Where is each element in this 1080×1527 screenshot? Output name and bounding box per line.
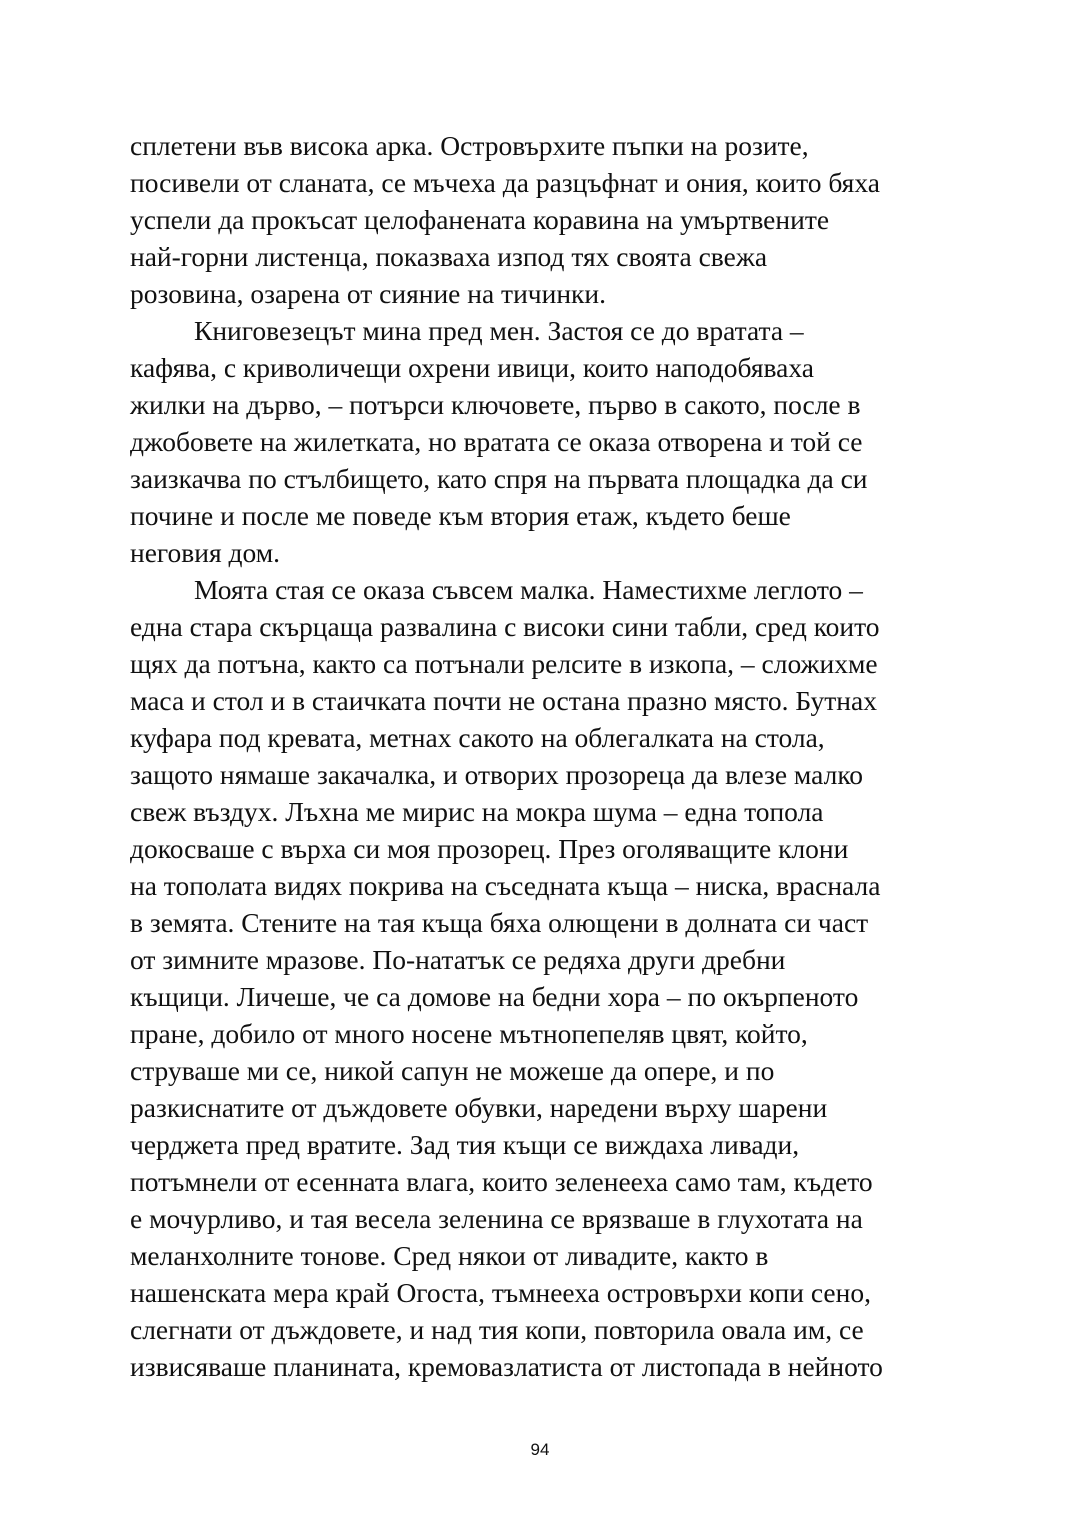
text-line: посивели от сланата, се мъчеха да разцъфнат и ония, които бяха [130, 167, 880, 198]
text-line: щях да потъна, както са потънали релсите в изкопа, – сложихме [130, 648, 878, 679]
text-line: неговия дом. [130, 537, 280, 568]
text-line: от зимните мразове. По-нататък се редяха други дребни [130, 944, 786, 975]
text-line: розовина, озарена от сияние на тичинки. [130, 278, 607, 309]
text-line: извисяваше планината, кремовазлатиста от листопада в нейното [130, 1351, 883, 1382]
text-line: куфара под кревата, метнах сакото на облегалката на стола, [130, 722, 825, 753]
text-line: на тополата видях покрива на съседната къща – ниска, враснала [130, 870, 881, 901]
text-line: сплетени във висока арка. Островърхите пъпки на розите, [130, 130, 809, 161]
text-line: в земята. Стените на тая къща бяха олющени в долната си част [130, 907, 869, 938]
body-text [130, 127, 955, 1385]
paragraph-start-line: Книговезецът мина пред мен. Застоя се до вратата – [194, 315, 804, 346]
text-line: разкиснатите от дъждовете обувки, наредени върху шарени [130, 1092, 828, 1123]
text-line: жилки на дърво, – потърси ключовете, първо в сакото, после в [130, 389, 861, 420]
text-line: заизкачва по стълбището, като спря на първата площадка да си [130, 463, 868, 494]
text-line: най-горни листенца, показваха изпод тях своята свежа [130, 241, 768, 272]
text-line: една стара скърцаща развалина с високи сини табли, сред които [130, 611, 880, 642]
text-line: маса и стол и в стаичката почти не остана празно място. Бутнах [130, 685, 877, 716]
text-line: пране, добило от много носене мътнопепеляв цвят, който, [130, 1018, 808, 1049]
text-line: докосваше с върха си моя прозорец. През оголяващите клони [130, 833, 849, 864]
text-line: джобовете на жилетката, но вратата се оказа отворена и той се [130, 426, 863, 457]
text-line: е мочурливо, и тая весела зеленина се врязваше в глухотата на [130, 1203, 863, 1234]
text-line: успели да прокъсат целофанената коравина на умъртвените [130, 204, 830, 235]
text-line: свеж въздух. Лъхна ме мирис на мокра шума – една топола [130, 796, 824, 827]
text-line: нашенската мера край Огоста, тъмнееха островърхи копи сено, [130, 1277, 871, 1308]
text-line: кафява, с криволичещи охрени ивици, които наподобяваха [130, 352, 814, 383]
text-line: потъмнели от есенната влага, които зеленееха само там, където [130, 1166, 873, 1197]
text-line: къщици. Личеше, че са домове на бедни хора – по окърпеното [130, 981, 859, 1012]
text-line: струваше ми се, никой сапун не можеше да опере, и по [130, 1055, 775, 1086]
text-line: слегнати от дъждовете, и над тия копи, повторила овала им, се [130, 1314, 864, 1345]
text-line: защото нямаше закачалка, и отворих прозореца да влезе малко [130, 759, 864, 790]
paragraph-start-line: Моята стая се оказа съвсем малка. Наместихме леглото – [194, 574, 863, 605]
page-number: 94 [530, 1440, 550, 1459]
text-line: почине и после ме поведе към втория етаж, където беше [130, 500, 791, 531]
text-line: меланхолните тонове. Сред някои от ливадите, както в [130, 1240, 769, 1271]
text-line: черджета пред вратите. Зад тия къщи се виждаха ливади, [130, 1129, 800, 1160]
